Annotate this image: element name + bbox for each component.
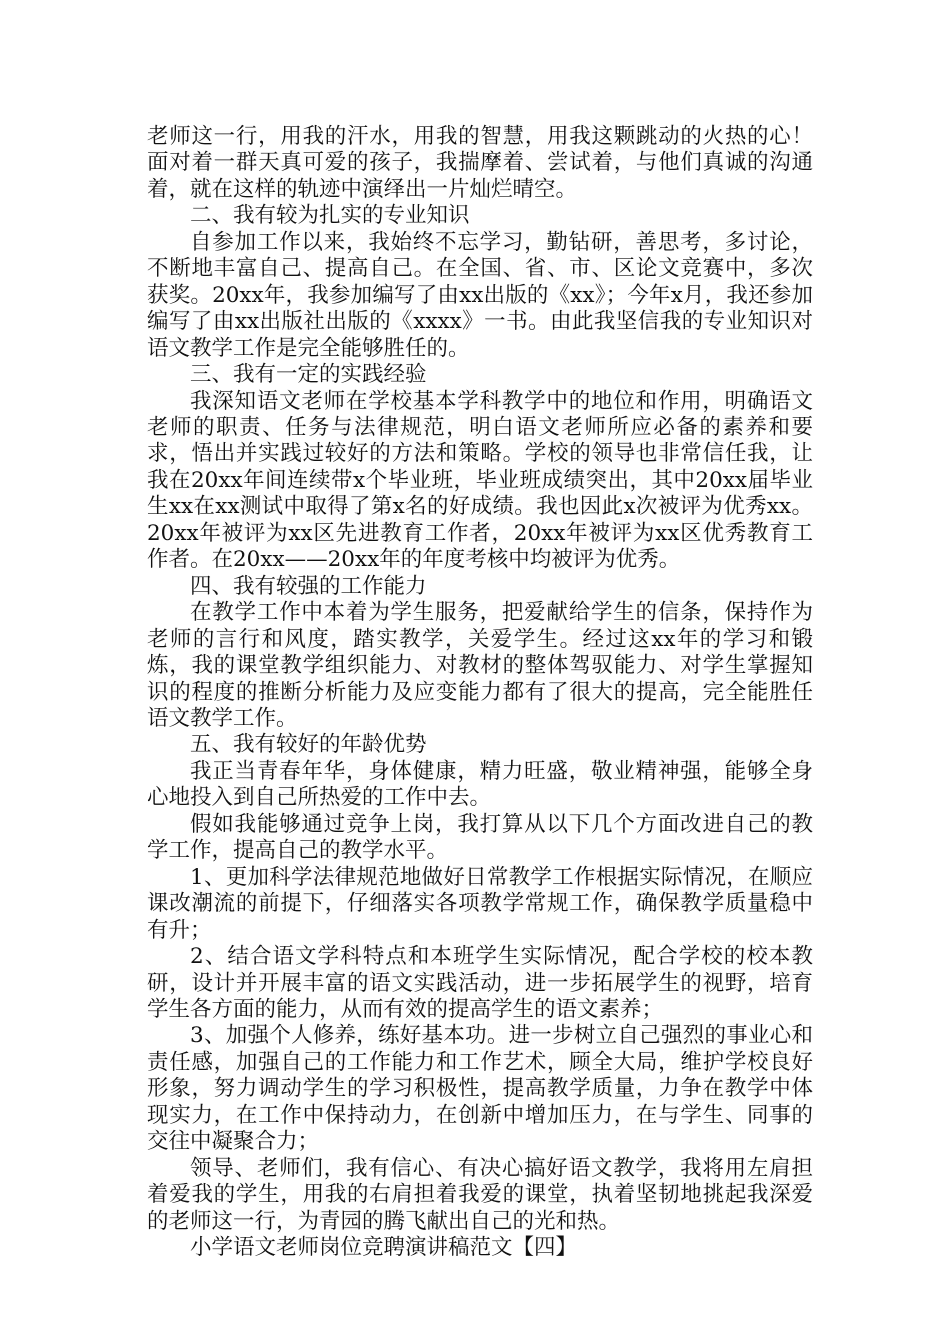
list-item-2: 2、结合语文学科特点和本班学生实际情况，配合学校的校本教研，设计并开展丰富的语文实践活动，进一步拓展学生的视野，培育学生各方面的能力，从而有效的提高学生的语文素养； — [147, 944, 813, 1022]
next-article-title: 小学语文老师岗位竞聘演讲稿范文【四】 — [190, 1235, 578, 1261]
section-heading-3: 三、我有一定的实践经验 — [190, 362, 427, 388]
paragraph-closing: 领导、老师们，我有信心、有决心搞好语文教学，我将用左肩担着爱我的学生，用我的右肩担着我爱的课堂，执着坚韧地挑起我深爱的老师这一行，为青园的腾飞献出自己的光和热。 — [147, 1155, 813, 1234]
paragraph-practical-experience: 我深知语文老师在学校基本学科教学中的地位和作用，明确语文老师的职责、任务与法律规范，明白语文老师所应必备的素养和要求，悟出并实践过较好的方法和策略。学校的领导也非常信任我，让我在20xx年间连续带x个毕业班，毕业班成绩突出，其中20xx届毕业生xx在xx测试中取得了第x名的好成绩。我也因此x次被评为优秀xx。20xx年被评为xx区先进教育工作者，20xx年被评为xx区优秀教育工作者。在20xx——20xx年的年度考核中均被评为优秀。 — [147, 388, 813, 573]
document-body — [147, 124, 813, 1261]
paragraph-continuation: 老师这一行，用我的汗水，用我的智慧，用我这颗跳动的火热的心！面对着一群天真可爱的孩子，我揣摩着、尝试着，与他们真诚的沟通着，就在这样的轨迹中演绎出一片灿烂晴空。 — [147, 124, 813, 202]
paragraph-professional-knowledge: 自参加工作以来，我始终不忘学习，勤钻研，善思考，多讨论，不断地丰富自己、提高自己。在全国、省、市、区论文竞赛中，多次获奖。20xx年，我参加编写了由xx出版的《xx》；今年x月，我还参加编写了由xx出版社出版的《xxxx》一书。由此我坚信我的专业知识对语文教学工作是完全能够胜任的。 — [147, 229, 813, 361]
section-heading-5: 五、我有较好的年龄优势 — [190, 732, 427, 758]
paragraph-work-ability: 在教学工作中本着为学生服务，把爱献给学生的信条，保持作为老师的言行和风度，踏实教学，关爱学生。经过这xx年的学习和锻炼，我的课堂教学组织能力、对教材的整体驾驭能力、对学生掌握知识的程度的推断分析能力及应变能力都有了很大的提高，完全能胜任语文教学工作。 — [147, 600, 813, 731]
paragraph-age-advantage: 我正当青春年华，身体健康，精力旺盛，敬业精神强，能够全身心地投入到自己所热爱的工作中去。 — [147, 758, 813, 811]
paragraph-improvement-intro: 假如我能够通过竞争上岗，我打算从以下几个方面改进自己的教学工作，提高自己的教学水平。 — [147, 811, 813, 864]
section-heading-2: 二、我有较为扎实的专业知识 — [190, 203, 470, 229]
list-item-3: 3、加强个人修养，练好基本功。进一步树立自己强烈的事业心和责任感，加强自己的工作能力和工作艺术，顾全大局，维护学校良好形象，努力调动学生的学习积极性，提高教学质量，力争在教学中体现实力，在工作中保持动力，在创新中增加压力，在与学生、同事的交往中凝聚合力； — [147, 1023, 813, 1155]
list-item-1: 1、更加科学法律规范地做好日常教学工作根据实际情况，在顺应课改潮流的前提下，仔细落实各项教学常规工作，确保教学质量稳中有升； — [147, 864, 813, 943]
section-heading-4: 四、我有较强的工作能力 — [190, 573, 427, 599]
